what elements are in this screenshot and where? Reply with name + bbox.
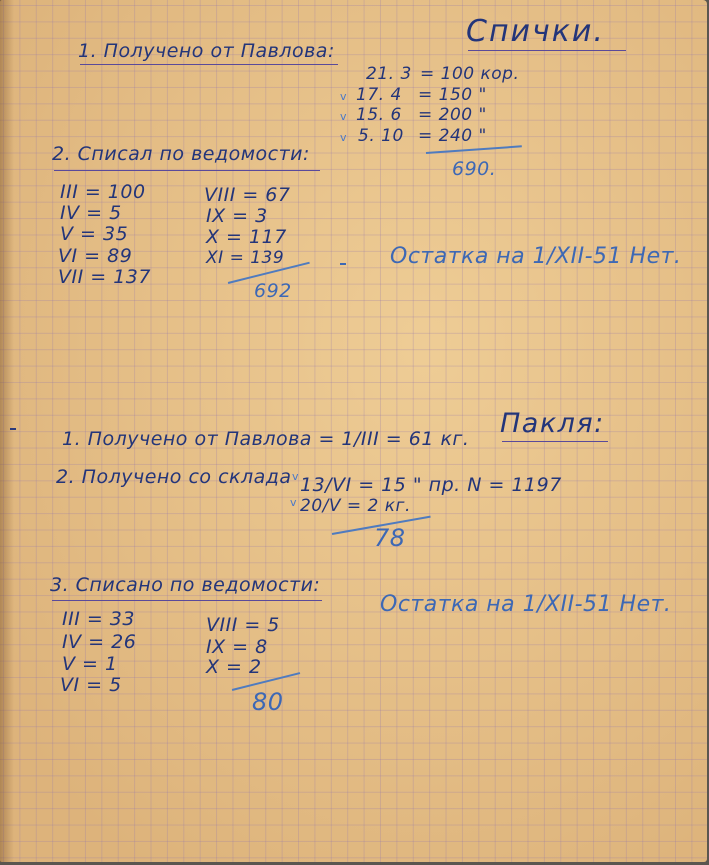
dash-mark [340,263,346,265]
matches-writeoff-underline [54,170,320,171]
delivery-date: 21. 3 [366,64,412,84]
writeoff-entry: VI = 5 [60,674,122,696]
writeoff-entry: XI = 139 [206,248,285,268]
tow-received-1: 1. Получено от Павлова = 1/III = 61 кг. [62,428,470,450]
tow-received-2-line1: 13/VI = 15 " пр. N = 1197 [300,474,562,496]
writeoff-entry: IX = 8 [206,636,268,658]
writeoff-entry: III = 33 [62,608,135,630]
delivery-date: 5. 10 [358,126,404,146]
delivery-date: 15. 6 [356,105,402,125]
matches-title-underline [468,50,626,51]
writeoffs-total: 692 [254,280,292,302]
tow-title-underline [502,441,608,442]
delivery-qty: = 200 " [418,105,487,125]
writeoff-entry: V = 35 [60,223,129,245]
check-mark: v [290,496,297,509]
writeoff-entry: III = 100 [60,181,146,203]
writeoff-entry: VI = 89 [58,245,133,267]
check-mark: v [340,110,347,123]
check-mark: v [292,470,299,483]
tow-title: Пакля: [500,408,605,439]
tow-writeoff-heading: 3. Списано по ведомости: [50,574,321,596]
tow-received-2-line2: 20/V = 2 кг. [300,496,411,516]
writeoff-entry: V = 1 [62,653,118,675]
tow-writeoffs-total: 80 [252,688,284,716]
check-mark: v [340,131,347,144]
tow-received-2: 2. Получено со склада [56,466,292,488]
delivery-qty: = 100 кор. [420,64,520,84]
matches-received-heading: 1. Получено от Павлова: [78,40,335,62]
writeoff-entry: VII = 137 [58,266,151,288]
tow-writeoff-underline [52,600,322,601]
tow-received-total: 78 [374,524,406,552]
binding-shadow [0,0,14,862]
delivery-date: 17. 4 [356,85,402,105]
writeoff-entry: VIII = 67 [204,184,291,206]
writeoff-entry: IV = 5 [60,202,122,224]
matches-writeoff-heading: 2. Списал по ведомости: [52,143,310,165]
delivery-qty: = 150 " [418,85,487,105]
tow-remainder: Остатка на 1/XII-51 Нет. [380,592,672,617]
check-mark: v [340,90,347,103]
writeoff-entry: X = 117 [206,226,287,248]
matches-received-underline [80,64,338,65]
writeoff-entry: X = 2 [206,656,262,678]
writeoff-entry: VIII = 5 [206,614,280,636]
writeoff-entry: IX = 3 [206,205,268,227]
delivery-qty: = 240 " [418,126,487,146]
deliveries-total: 690. [452,158,497,180]
matches-title: Спички. [466,14,605,49]
writeoff-entry: IV = 26 [62,631,137,653]
margin-mark [10,428,16,430]
matches-remainder: Остатка на 1/XII-51 Нет. [390,244,682,269]
